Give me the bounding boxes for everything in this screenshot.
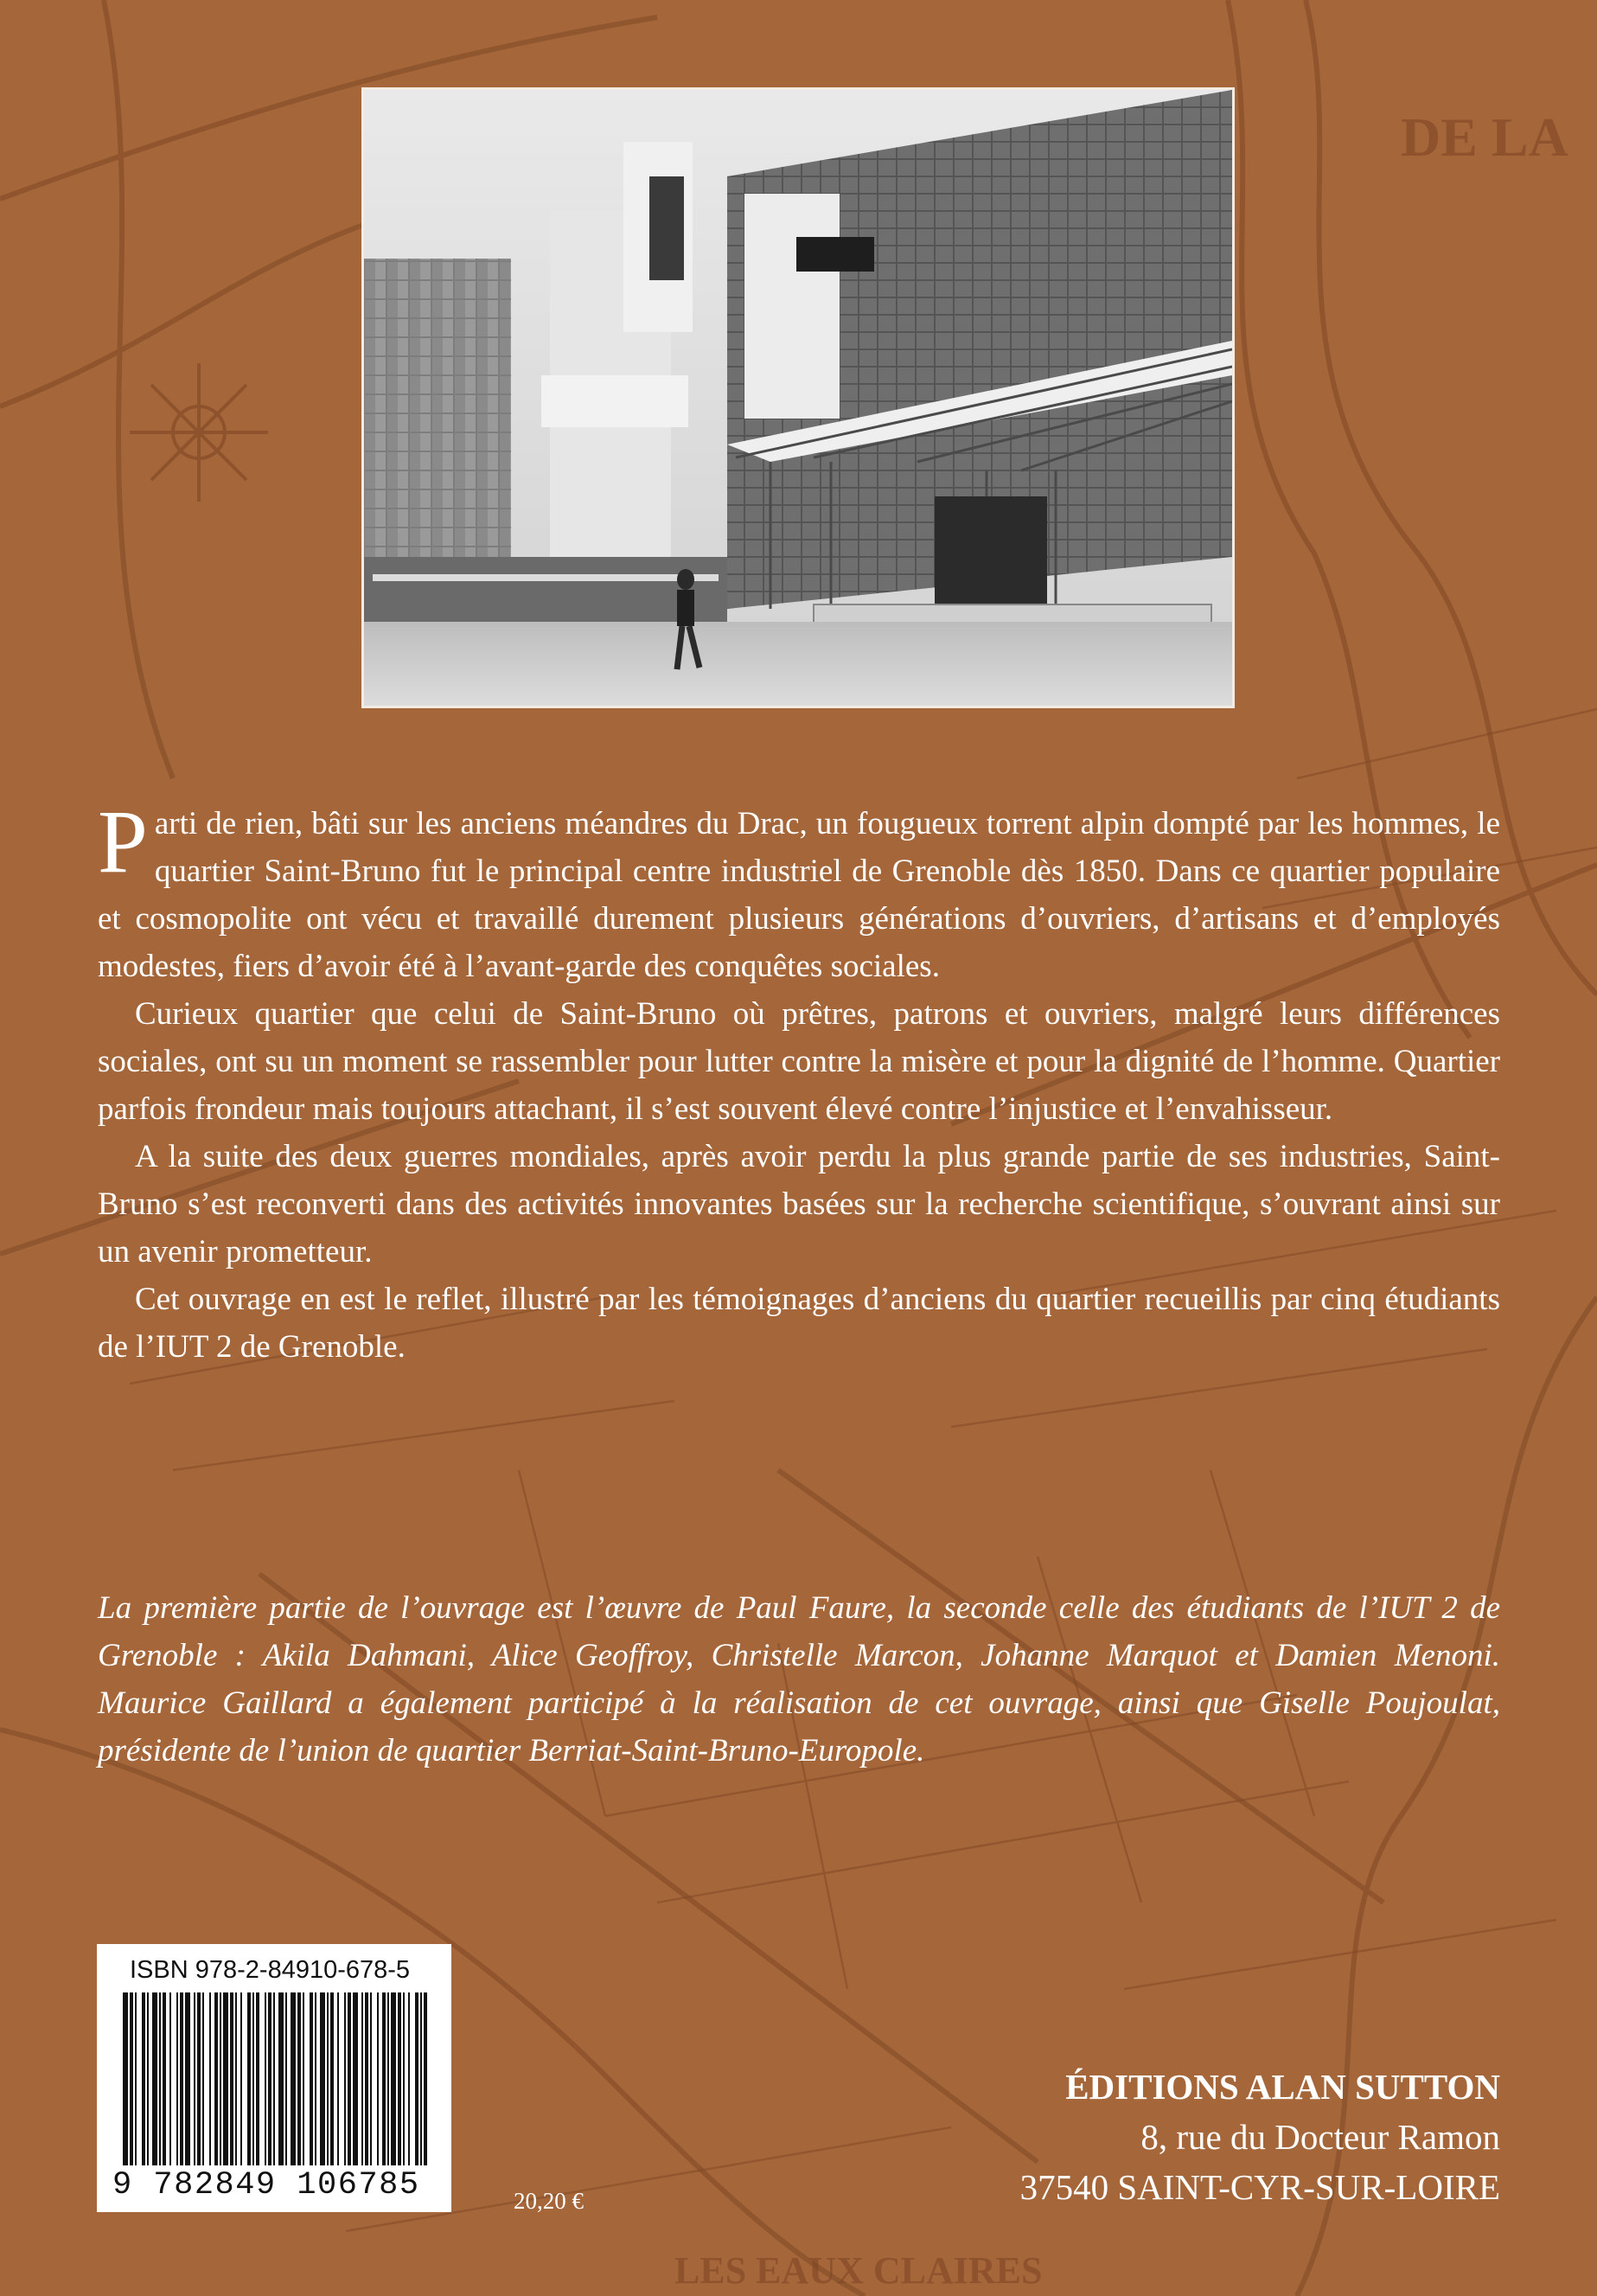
- barcode-bar: [285, 1992, 287, 2165]
- barcode-bar: [169, 1992, 171, 2165]
- barcode-bar: [348, 1992, 351, 2165]
- barcode-bar: [398, 1992, 401, 2165]
- barcode-bar: [123, 1992, 128, 2165]
- credits-text: La première partie de l’ouvrage est l’œuvre de Paul Faure, la seconde celle des étudiants de l’IUT 2 de Grenoble : Akila Dahmani, Alice Geoffroy, Christelle Marcon, Johanne Marquot et Damien Menoni. Maurice Gaillard a également participé à la réalisation de cet ouvrage, ainsi que Giselle Poujoulat, présidente de l’union de quartier Berriat-Saint-Bruno-Europole.: [98, 1590, 1500, 1768]
- publisher-street: 8, rue du Docteur Ramon: [1140, 2117, 1500, 2157]
- barcode-bar: [327, 1992, 329, 2165]
- paragraph-3: A la suite des deux guerres mondiales, après avoir perdu la plus grande partie de ses industries, Saint-Bruno s’est reconverti dans des activités innovantes basées sur la recherche scientifique, s’ouvrant ainsi sur un avenir prometteur.: [98, 1139, 1500, 1270]
- barcode-bar: [415, 1992, 418, 2165]
- barcode-bar: [344, 1992, 346, 2165]
- barcode-bars: [121, 1992, 434, 2165]
- barcode-bar: [268, 1992, 271, 2165]
- barcode-bar: [159, 1992, 161, 2165]
- barcode-bar: [185, 1992, 190, 2165]
- barcode-bar: [420, 1992, 422, 2165]
- barcode-box: [97, 1944, 451, 2212]
- barcode-bar: [273, 1992, 275, 2165]
- barcode-bar: [180, 1992, 183, 2165]
- barcode-bar: [303, 1992, 304, 2165]
- drop-cap: P: [98, 792, 148, 892]
- barcode-bar: [247, 1992, 251, 2165]
- barcode-bar: [291, 1992, 296, 2165]
- barcode-bar: [230, 1992, 233, 2165]
- barcode-bar: [202, 1992, 204, 2165]
- barcode-bar: [235, 1992, 237, 2165]
- paragraph-4: Cet ouvrage en est le reflet, illustré par les témoignages d’anciens du quartier recueillis par cinq étudiants de l’IUT 2 de Grenoble.: [98, 1282, 1500, 1365]
- isbn-label: ISBN 978-2-84910-678-5: [130, 1956, 411, 1984]
- barcode-bar: [197, 1992, 201, 2165]
- barcode-bar: [408, 1992, 410, 2165]
- barcode-bar: [256, 1992, 259, 2165]
- barcode-bar: [377, 1992, 379, 2165]
- paragraph-1: Parti de rien, bâti sur les anciens méandres du Drac, un fougueux torrent alpin dompté par les hommes, le quartier Saint-Bruno fut le principal centre industriel de Grenoble dès 1850. Dans ce quartier populaire et cosmopolite ont vécu et travaillé durement plusieurs générations d’ouvriers, d’artisans et d’employés modestes, fiers d’avoir été à l’avant-garde des conquêtes sociales.: [98, 792, 1500, 984]
- barcode-bar: [337, 1992, 339, 2165]
- barcode-bar: [382, 1992, 386, 2165]
- barcode-bar: [176, 1992, 178, 2165]
- barcode-bar: [424, 1992, 427, 2165]
- price: 20,20 €: [514, 2188, 584, 2214]
- barcode-bar: [163, 1992, 166, 2165]
- barcode-bar: [147, 1992, 149, 2165]
- barcode-bar: [152, 1992, 157, 2165]
- map-label-top-right: DE LA: [1401, 106, 1568, 168]
- barcode-bar: [142, 1992, 145, 2165]
- barcode-bar: [353, 1992, 358, 2165]
- paragraph-2: Curieux quartier que celui de Saint-Bruno où prêtres, patrons et ouvriers, malgré leurs différences sociales, ont su un moment se rassembler pour lutter contre la misère et pour la dignité de l’homme. Quartier parfois frondeur mais toujours attachant, il s’est souvent élevé contre l’injustice et l’envahisseur.: [98, 996, 1500, 1127]
- barcode-bar: [361, 1992, 363, 2165]
- barcode-bar: [310, 1992, 313, 2165]
- barcode-bar: [330, 1992, 334, 2165]
- publisher-name: ÉDITIONS ALAN SUTTON: [1065, 2067, 1500, 2107]
- barcode-bar: [214, 1992, 218, 2165]
- barcode-bar: [209, 1992, 211, 2165]
- back-cover-text: [98, 792, 1500, 1371]
- barcode-digits: 9 782849 106785: [112, 2167, 420, 2203]
- map-label-bottom: LES EAUX CLAIRES: [674, 2249, 1043, 2292]
- barcode-bar: [320, 1992, 325, 2165]
- barcode-bar: [365, 1992, 368, 2165]
- cover-photo: [361, 87, 1235, 708]
- barcode-bar: [387, 1992, 389, 2165]
- barcode-bar: [130, 1992, 133, 2165]
- barcode-bar: [240, 1992, 242, 2165]
- barcode-bar: [223, 1992, 228, 2165]
- publisher-city: 37540 SAINT-CYR-SUR-LOIRE: [1019, 2167, 1500, 2207]
- barcode-bar: [252, 1992, 254, 2165]
- barcode-bar: [370, 1992, 372, 2165]
- barcode-bar: [315, 1992, 316, 2165]
- barcode-bar: [278, 1992, 284, 2165]
- barcode-bar: [194, 1992, 195, 2165]
- barcode-bar: [391, 1992, 396, 2165]
- barcode-bar: [135, 1992, 137, 2165]
- barcode-bar: [297, 1992, 301, 2165]
- barcode-bar: [220, 1992, 221, 2165]
- publisher-block: [1020, 2062, 1500, 2212]
- barcode-bar: [403, 1992, 405, 2165]
- barcode-bar: [265, 1992, 266, 2165]
